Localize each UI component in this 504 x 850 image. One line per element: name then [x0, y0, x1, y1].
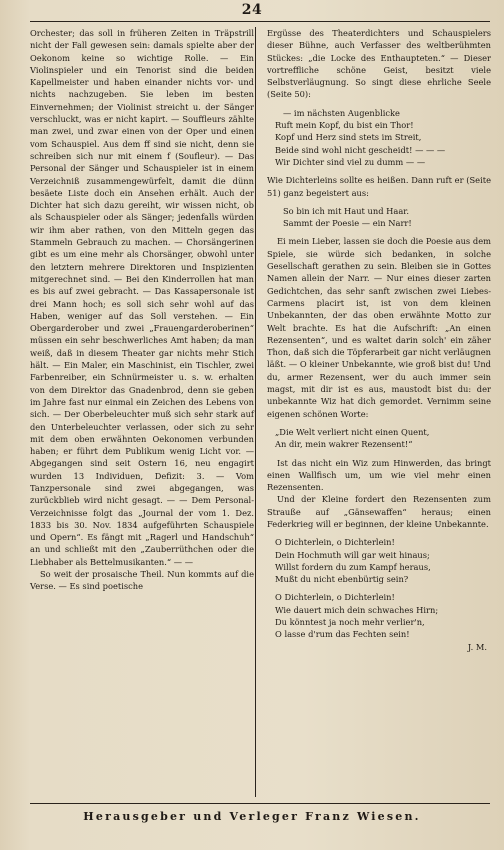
verse-4-line: O Dichterlein, o Dichterlein!: [275, 537, 395, 548]
signature: J. M.: [467, 641, 487, 652]
right-column: [267, 27, 491, 653]
verse-5-line: O lasse d'rum das Fechten sein!: [275, 629, 410, 640]
verse-1-line: Ruft mein Kopf, du bist ein Thor!: [275, 120, 414, 131]
right-tail-1: Ist das nicht ein Wiz zum Hinwerden, das bringt einen Wallfisch um, um wie viel mehr einen Rezensenten.: [267, 457, 491, 493]
verse-1-line: Wir Dichter sind viel zu dumm — —: [275, 156, 426, 167]
right-intro: Ergüsse des Theaterdichters und Schauspielers dieser Bühne, auch Verfasser des weltberühmten Stückes: „die Locke des Enthaupteten.“ — Dieser vortreffliche schöne Geist, besitzt viele Selbstverläugnung. So singt diese ehrliche Seele (Seite 50):: [267, 28, 491, 100]
verse-5-line: O Dichterlein, o Dichterlein!: [275, 592, 395, 603]
column-divider: [255, 27, 256, 797]
page-number: 24: [241, 2, 263, 18]
left-column: [30, 27, 254, 593]
verse-5-line: Du könntest ja noch mehr verlier'n,: [275, 617, 425, 628]
top-rule: [30, 21, 490, 22]
verse-4-line: Willst fordern du zum Kampf heraus,: [275, 561, 431, 572]
verse-3-line: „Die Welt verliert nicht einen Quent,: [275, 426, 430, 437]
left-paragraph-2: So weit der prosaische Theil. Nun kommts auf die Verse. — Es sind poetische: [30, 569, 254, 592]
verse-1-line: Beide sind wohl nicht gescheidt! — — —: [275, 144, 446, 155]
left-paragraph-1: Orchester; das soll in früheren Zeiten in Träpstrill nicht der Fall gewesen sein: damals spielte aber der Oekonom keine so wichtige Rolle. — Ein Violinspieler und ein Tenorist sind die beiden Kapellmeister und haben einander nichts vor- und nichts nachzugeben. Sie leben im besten Einvernehmen; der Violinist streicht u. der Sänger verschluckt, was er nicht kapirt. — Souffleurs zählte man zwei, und zwar einen von der Oper und einen vom Schauspiel. Aus dem ff sind sie nicht, denn sie schreiben sich nur mit einem f (Soufleur). — Das Personal der Sänger und Schauspieler ist in einem Verzeichniß zusammengewürfelt, damit die dünn besäete Liste doch ein Ansehen erhält. Auch der Dichter hat sich dazu gereiht, wir wissen nicht, ob als Schauspieler oder als Sänger; jedenfalls würden wir ihm aber rathen, von den Mitteln gegen das Stammeln Gebrauch zu machen. — Chorsängerinen gibt es um eine mehr als Chorsänger, obwohl unter den letztern mehrere Direktoren und Inspizienten mitgerechnet sind. — Bei den Kinderrollen hat man es bis auf zwei gebracht. — Das Kassapersonale ist drei Mann hoch; es soll sich sehr wohl auf das Haben, weniger auf das Soll verstehen. — Ein Obergarderober und zwei „Frauengarderoberinen“ müssen ein sehr beschwerliches Amt haben; da man weiß, daß in diesem Theater gar nichts mehr Stich hält. — Ein Maler, ein Maschinist, ein Tischler, zwei Farbenreiber, ein Schnürmeister u. s. w. erhalten von dem Direktor das Gnadenbrod, denn sie geben im Jahre fast nur einmal ein Zeichen des Lebens von sich. — Der Oberbeleuchter muß sich sehr stark auf den Unterbeleuchter verlassen, oder sich zu sehr mit dem oben erwähnten Oekonomen verbunden haben; er führt dem Publikum wenig Licht vor. — Abgegangen sind seit Ostern 16, neu engagirt wurden 13 Individuen, Defizit: 3. — Vom Tanzpersonale sind zwei abgegangen, was zurückblieb wird nicht gesagt. — — Dem Personal-Verzeichnisse folgt das „Journal der vom 1. Dez. 1833 bis 30. Nov. 1834 aufgeführten Schauspiele und Opern“. Es fängt mit „Ragerl und Handschuh“ an und schließt mit den „Zauberrüthchen oder die Liebhaber als Bettelmusikanten.“ — —: [30, 28, 254, 567]
verse-2-line: So bin ich mit Haut und Haar.: [283, 205, 409, 216]
right-tail-2: Und der Kleine fordert den Rezensenten zum Strauße auf „Gänsewaffen“ heraus; einen Federkrieg will er beginnen, der kleine Unbekannte.: [267, 494, 491, 529]
verse-5-line: Wie dauert mich dein schwaches Hirn;: [275, 604, 439, 615]
verse-1-line: Kopf und Herz sind stets im Streit,: [275, 132, 422, 143]
publisher-footer: Herausgeber und Verleger Franz Wiesen.: [83, 810, 421, 823]
verse-4-line: Dein Hochmuth will gar weit hinaus;: [275, 549, 430, 560]
verse-1-line: — im nächsten Augenblicke: [283, 107, 400, 118]
verse-3-line: An dir, mein wakrer Rezensent!“: [275, 439, 413, 450]
bottom-rule: [30, 803, 490, 804]
right-mid: Wie Dichterleins sollte es heißen. Dann ruft er (Seite 51) ganz begeistert aus:: [267, 175, 491, 198]
verse-4-line: Mußt du nicht ebenbürtig sein?: [275, 574, 409, 585]
right-body: Ei mein Lieber, lassen sie doch die Poesie aus dem Spiele, sie würde sich bedanken, in solche Gesellschaft gerathen zu sein. Bleiben sie in Gottes Namen allein der Narr. — Nur eines dieser zarten Gedichtchen, das sehr sanft zwischen zwei Liebes-Carmens placirt ist, ist von dem kleinen Unbekannten, der das oben erwähnte Motto zur Welt brachte. Es hat die Aufschrift: „An einen Rezensenten“, und es waltet darin solch' ein zäher Thon, daß sich die Töpferarbeit gar nicht verläugnen läßt. — O kleiner Unbekannte, wie groß bist du! Und du, armer Rezensent, wer du auch immer sein magst, mit dir ist es aus, maustodt bist du: der unbekannte Wiz hat dich gemordet. Vernimm seine eigenen schönen Worte:: [267, 236, 491, 419]
verse-2-line: Sammt der Poesie — ein Narr!: [283, 218, 412, 229]
